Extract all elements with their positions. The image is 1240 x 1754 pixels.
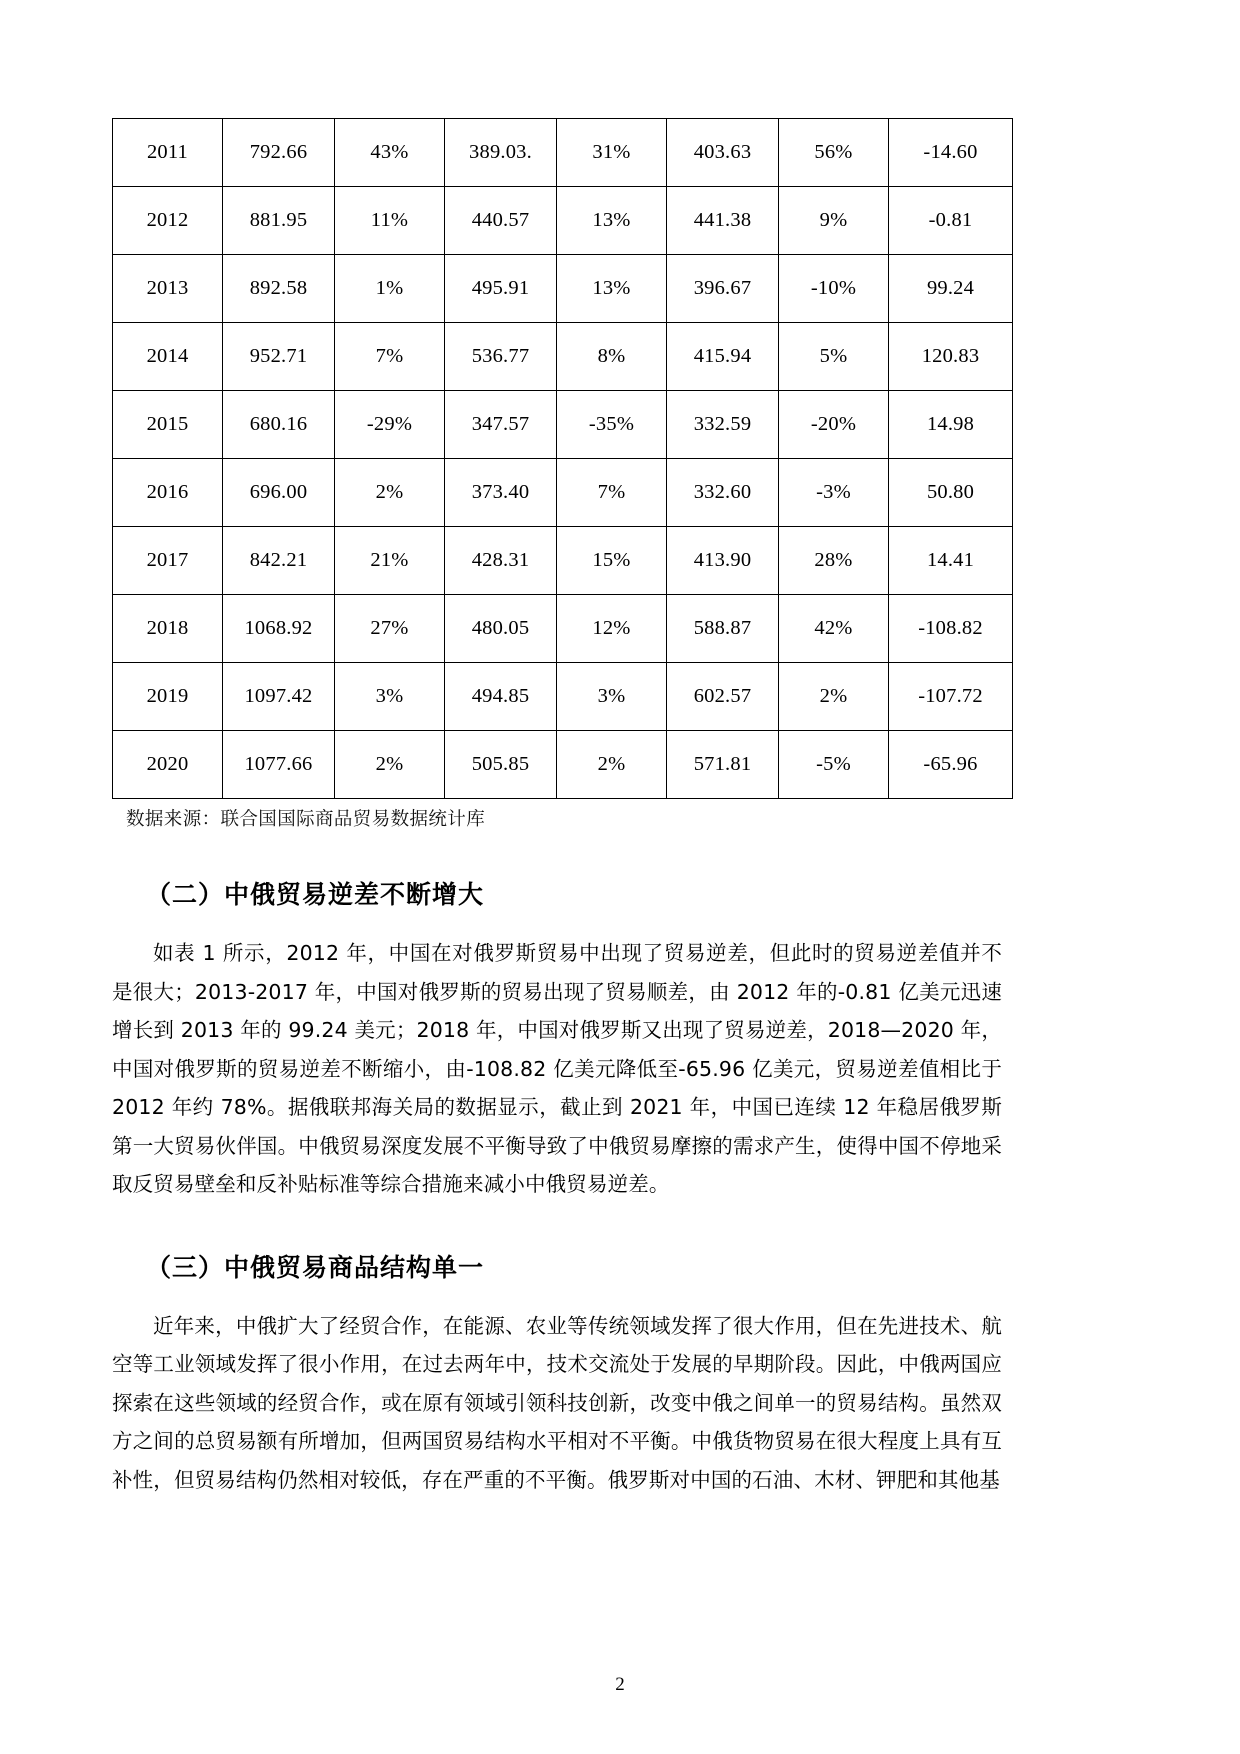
cell-import: 396.67 bbox=[667, 255, 779, 323]
cell-import-growth: 56% bbox=[779, 119, 889, 187]
table-row bbox=[113, 323, 1013, 391]
section-heading-2: （二）中俄贸易逆差不断增大 bbox=[146, 880, 485, 909]
cell-export-growth: 31% bbox=[557, 119, 667, 187]
cell-total-growth: 2% bbox=[335, 459, 445, 527]
table-row bbox=[113, 731, 1013, 799]
cell-import: 332.59 bbox=[667, 391, 779, 459]
cell-import: 413.90 bbox=[667, 527, 779, 595]
cell-total: 881.95 bbox=[223, 187, 335, 255]
cell-export-growth: 8% bbox=[557, 323, 667, 391]
cell-balance: 50.80 bbox=[889, 459, 1013, 527]
cell-export: 505.85 bbox=[445, 731, 557, 799]
cell-total: 1097.42 bbox=[223, 663, 335, 731]
cell-import-growth: 28% bbox=[779, 527, 889, 595]
table-row bbox=[113, 255, 1013, 323]
cell-balance: -108.82 bbox=[889, 595, 1013, 663]
cell-year: 2020 bbox=[113, 731, 223, 799]
table-row bbox=[113, 527, 1013, 595]
table-body bbox=[113, 119, 1013, 799]
trade-statistics-table bbox=[112, 118, 1013, 799]
cell-total: 680.16 bbox=[223, 391, 335, 459]
cell-year: 2014 bbox=[113, 323, 223, 391]
cell-export: 440.57 bbox=[445, 187, 557, 255]
cell-total-growth: 3% bbox=[335, 663, 445, 731]
cell-import-growth: 5% bbox=[779, 323, 889, 391]
cell-export-growth: 13% bbox=[557, 255, 667, 323]
page-number: 2 bbox=[615, 1674, 625, 1695]
cell-year: 2017 bbox=[113, 527, 223, 595]
cell-export-growth: -35% bbox=[557, 391, 667, 459]
cell-total: 1077.66 bbox=[223, 731, 335, 799]
cell-export-growth: 3% bbox=[557, 663, 667, 731]
cell-import: 332.60 bbox=[667, 459, 779, 527]
cell-total: 892.58 bbox=[223, 255, 335, 323]
cell-import-growth: -10% bbox=[779, 255, 889, 323]
cell-export-growth: 13% bbox=[557, 187, 667, 255]
cell-import: 588.87 bbox=[667, 595, 779, 663]
table-source-note: 数据来源：联合国国际商品贸易数据统计库 bbox=[126, 809, 486, 830]
table-row bbox=[113, 391, 1013, 459]
cell-total-growth: 21% bbox=[335, 527, 445, 595]
section-paragraph-2: 如表 1 所示，2012 年，中国在对俄罗斯贸易中出现了贸易逆差，但此时的贸易逆差值并不是很大；2013-2017 年，中国对俄罗斯的贸易出现了贸易顺差，由 2012 年的-0.81 亿美元迅速增长到 2013 年的 99.24 美元；2018 年，中国对俄罗斯又出现了贸易逆差，2018—2020 年，中国对俄罗斯的贸易逆差不断缩小，由-108.82 亿美元降低至-65.96 亿美元，贸易逆差值相比于 2012 年约 78%。据俄联邦海关局的数据显示，截止到 2021 年，中国已连续 12 年稳居俄罗斯第一大贸易伙伴国。中俄贸易深度发展不平衡导致了中俄贸易摩擦的需求产生，使得中国不停地采取反贸易壁垒和反补贴标准等综合措施来减小中俄贸易逆差。 bbox=[112, 941, 1002, 1196]
cell-import: 441.38 bbox=[667, 187, 779, 255]
cell-total-growth: 27% bbox=[335, 595, 445, 663]
cell-total-growth: -29% bbox=[335, 391, 445, 459]
cell-total: 952.71 bbox=[223, 323, 335, 391]
cell-export-growth: 2% bbox=[557, 731, 667, 799]
cell-export: 373.40 bbox=[445, 459, 557, 527]
cell-total-growth: 11% bbox=[335, 187, 445, 255]
cell-total: 1068.92 bbox=[223, 595, 335, 663]
cell-total-growth: 1% bbox=[335, 255, 445, 323]
table-row bbox=[113, 459, 1013, 527]
cell-year: 2019 bbox=[113, 663, 223, 731]
table-row bbox=[113, 595, 1013, 663]
cell-year: 2011 bbox=[113, 119, 223, 187]
cell-balance: -65.96 bbox=[889, 731, 1013, 799]
cell-total-growth: 2% bbox=[335, 731, 445, 799]
cell-balance: -107.72 bbox=[889, 663, 1013, 731]
cell-year: 2013 bbox=[113, 255, 223, 323]
cell-balance: -14.60 bbox=[889, 119, 1013, 187]
cell-import: 415.94 bbox=[667, 323, 779, 391]
cell-export-growth: 7% bbox=[557, 459, 667, 527]
cell-year: 2018 bbox=[113, 595, 223, 663]
cell-balance: 14.41 bbox=[889, 527, 1013, 595]
cell-export: 495.91 bbox=[445, 255, 557, 323]
cell-total: 842.21 bbox=[223, 527, 335, 595]
cell-year: 2012 bbox=[113, 187, 223, 255]
table-row bbox=[113, 119, 1013, 187]
cell-total: 696.00 bbox=[223, 459, 335, 527]
cell-import-growth: -20% bbox=[779, 391, 889, 459]
cell-export: 480.05 bbox=[445, 595, 557, 663]
cell-balance: 120.83 bbox=[889, 323, 1013, 391]
cell-total-growth: 7% bbox=[335, 323, 445, 391]
cell-export: 428.31 bbox=[445, 527, 557, 595]
cell-year: 2016 bbox=[113, 459, 223, 527]
section-paragraph-3: 近年来，中俄扩大了经贸合作，在能源、农业等传统领域发挥了很大作用，但在先进技术、航空等工业领域发挥了很小作用，在过去两年中，技术交流处于发展的早期阶段。因此，中俄两国应探索在这些领域的经贸合作，或在原有领域引领科技创新，改变中俄之间单一的贸易结构。虽然双方之间的总贸易额有所增加，但两国贸易结构水平相对不平衡。中俄货物贸易在很大程度上具有互补性，但贸易结构仍然相对较低，存在严重的不平衡。俄罗斯对中国的石油、木材、钾肥和其他基 bbox=[112, 1313, 1002, 1492]
cell-import-growth: 9% bbox=[779, 187, 889, 255]
cell-import-growth: 2% bbox=[779, 663, 889, 731]
cell-balance: 14.98 bbox=[889, 391, 1013, 459]
cell-export: 389.03. bbox=[445, 119, 557, 187]
cell-import: 403.63 bbox=[667, 119, 779, 187]
cell-export: 347.57 bbox=[445, 391, 557, 459]
cell-import-growth: -3% bbox=[779, 459, 889, 527]
section-heading-3: （三）中俄贸易商品结构单一 bbox=[146, 1252, 485, 1282]
cell-import: 571.81 bbox=[667, 731, 779, 799]
cell-import-growth: -5% bbox=[779, 731, 889, 799]
cell-export-growth: 12% bbox=[557, 595, 667, 663]
table-row bbox=[113, 187, 1013, 255]
cell-export: 536.77 bbox=[445, 323, 557, 391]
cell-export-growth: 15% bbox=[557, 527, 667, 595]
cell-year: 2015 bbox=[113, 391, 223, 459]
cell-balance: 99.24 bbox=[889, 255, 1013, 323]
cell-import-growth: 42% bbox=[779, 595, 889, 663]
cell-import: 602.57 bbox=[667, 663, 779, 731]
cell-export: 494.85 bbox=[445, 663, 557, 731]
cell-balance: -0.81 bbox=[889, 187, 1013, 255]
cell-total-growth: 43% bbox=[335, 119, 445, 187]
table-row bbox=[113, 663, 1013, 731]
cell-total: 792.66 bbox=[223, 119, 335, 187]
